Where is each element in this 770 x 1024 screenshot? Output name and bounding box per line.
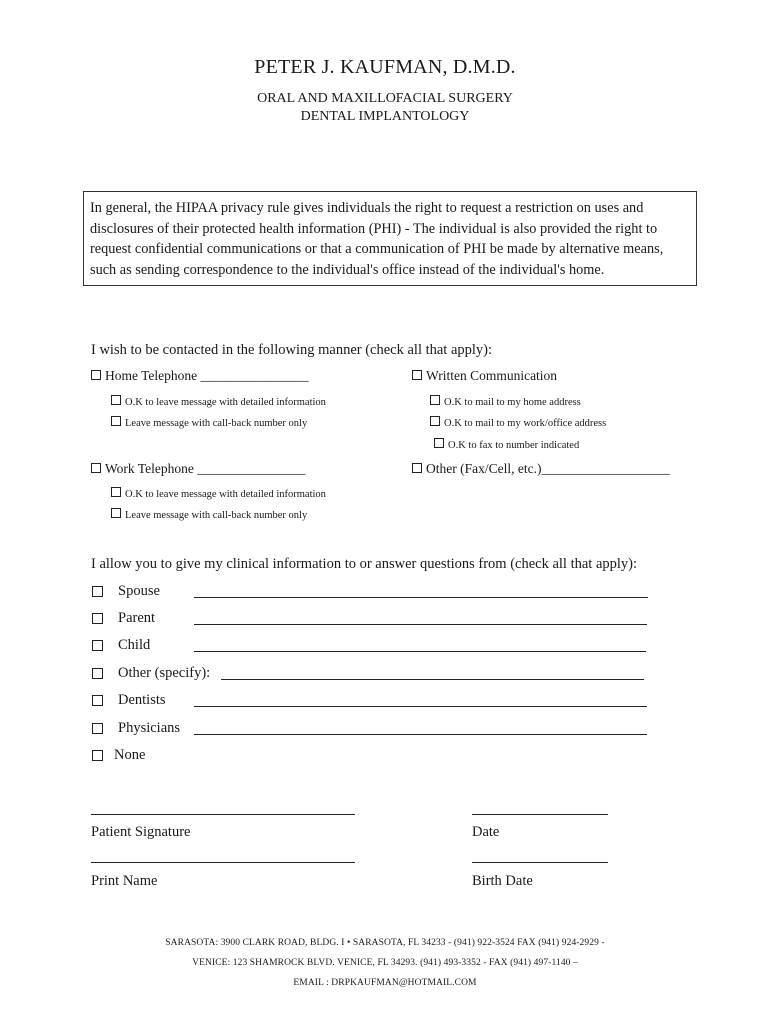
other-contact-label: Other (Fax/Cell, etc.)___________________ xyxy=(426,461,670,476)
other-contact-checkbox[interactable] xyxy=(412,463,422,473)
work-detailed-message-label: O.K to leave message with detailed information xyxy=(125,489,326,500)
home-detailed-message-checkbox[interactable] xyxy=(111,395,121,405)
practice-name: PETER J. KAUFMAN, D.M.D. xyxy=(254,56,516,78)
footer-venice-address: VENICE: 123 SHAMROCK BLVD. VENICE, FL 34293. (941) 493-3352 - FAX (941) 497-1140 – xyxy=(192,958,578,968)
work-detailed-message-option[interactable] xyxy=(111,487,326,500)
none-label: None xyxy=(114,747,146,763)
birth-date-label: Birth Date xyxy=(472,873,533,889)
mail-home-option[interactable] xyxy=(430,395,581,408)
footer-email: EMAIL : DRPKAUFMAN@HOTMAIL.COM xyxy=(293,978,477,988)
other-contact-option[interactable] xyxy=(412,461,670,477)
work-detailed-message-checkbox[interactable] xyxy=(111,487,121,497)
parent-name-line[interactable] xyxy=(194,624,647,625)
footer-sarasota-address: SARASOTA: 3900 CLARK ROAD, BLDG. I • SARASOTA, FL 34233 - (941) 922-3524 FAX (941) 924-2929 - xyxy=(165,938,605,948)
birth-date-line[interactable] xyxy=(472,862,608,863)
work-telephone-checkbox[interactable] xyxy=(91,463,101,473)
patient-signature-line[interactable] xyxy=(91,814,355,815)
other-specify-label: Other (specify): xyxy=(118,665,211,681)
work-callback-label: Leave message with call-back number only xyxy=(125,510,308,521)
spouse-checkbox[interactable] xyxy=(92,586,103,597)
spouse-label: Spouse xyxy=(118,583,160,599)
home-telephone-label: Home Telephone ________________ xyxy=(105,368,309,383)
date-line[interactable] xyxy=(472,814,608,815)
date-label: Date xyxy=(472,824,500,840)
child-checkbox[interactable] xyxy=(92,640,103,651)
physicians-name-line[interactable] xyxy=(194,734,647,735)
written-communication-label: Written Communication xyxy=(426,368,558,383)
other-specify-line[interactable] xyxy=(221,679,644,680)
print-name-line[interactable] xyxy=(91,862,355,863)
print-name-label: Print Name xyxy=(91,873,158,889)
specialty-line-1: ORAL AND MAXILLOFACIAL SURGERY xyxy=(257,91,513,106)
spouse-name-line[interactable] xyxy=(194,597,648,598)
work-callback-option[interactable] xyxy=(111,508,307,521)
child-name-line[interactable] xyxy=(194,651,646,652)
physicians-checkbox[interactable] xyxy=(92,723,103,734)
work-callback-checkbox[interactable] xyxy=(111,508,121,518)
contact-prompt: I wish to be contacted in the following manner (check all that apply): xyxy=(91,342,493,358)
child-label: Child xyxy=(118,637,151,653)
mail-work-label: O.K to mail to my work/office address xyxy=(444,418,607,429)
fax-label: O.K to fax to number indicated xyxy=(448,440,580,451)
home-callback-option[interactable] xyxy=(111,416,307,429)
patient-signature-label: Patient Signature xyxy=(91,824,191,840)
mail-work-option[interactable] xyxy=(430,416,606,429)
work-telephone-option[interactable] xyxy=(91,461,305,477)
parent-checkbox[interactable] xyxy=(92,613,103,624)
work-telephone-label: Work Telephone ________________ xyxy=(105,461,306,476)
fax-option[interactable] xyxy=(434,438,579,451)
home-callback-checkbox[interactable] xyxy=(111,416,121,426)
specialty-line-2: DENTAL IMPLANTOLOGY xyxy=(300,109,470,124)
dentists-name-line[interactable] xyxy=(194,706,647,707)
physicians-label: Physicians xyxy=(118,720,181,736)
other-specify-checkbox[interactable] xyxy=(92,668,103,679)
permission-prompt: I allow you to give my clinical information to or answer questions from (check all that apply): xyxy=(91,556,638,572)
mail-home-label: O.K to mail to my home address xyxy=(444,397,581,408)
fax-checkbox[interactable] xyxy=(434,438,444,448)
home-detailed-message-option[interactable] xyxy=(111,395,326,408)
written-communication-option[interactable] xyxy=(412,368,557,384)
mail-home-checkbox[interactable] xyxy=(430,395,440,405)
mail-work-checkbox[interactable] xyxy=(430,416,440,426)
home-detailed-message-label: O.K to leave message with detailed information xyxy=(125,397,326,408)
home-callback-label: Leave message with call-back number only xyxy=(125,418,308,429)
parent-label: Parent xyxy=(118,610,156,626)
written-communication-checkbox[interactable] xyxy=(412,370,422,380)
dentists-label: Dentists xyxy=(118,692,166,708)
none-checkbox[interactable] xyxy=(92,750,103,761)
home-telephone-option[interactable] xyxy=(91,368,309,384)
dentists-checkbox[interactable] xyxy=(92,695,103,706)
hipaa-notice-box: In general, the HIPAA privacy rule gives individuals the right to request a restriction on uses and disclosures of their protected health information (PHI) - The individual is also provided the right to request confidential communications or that a communication of PHI be made by alternative means, such as sending correspondence to the individual's office instead of the individual's home. xyxy=(83,191,697,286)
home-telephone-checkbox[interactable] xyxy=(91,370,101,380)
